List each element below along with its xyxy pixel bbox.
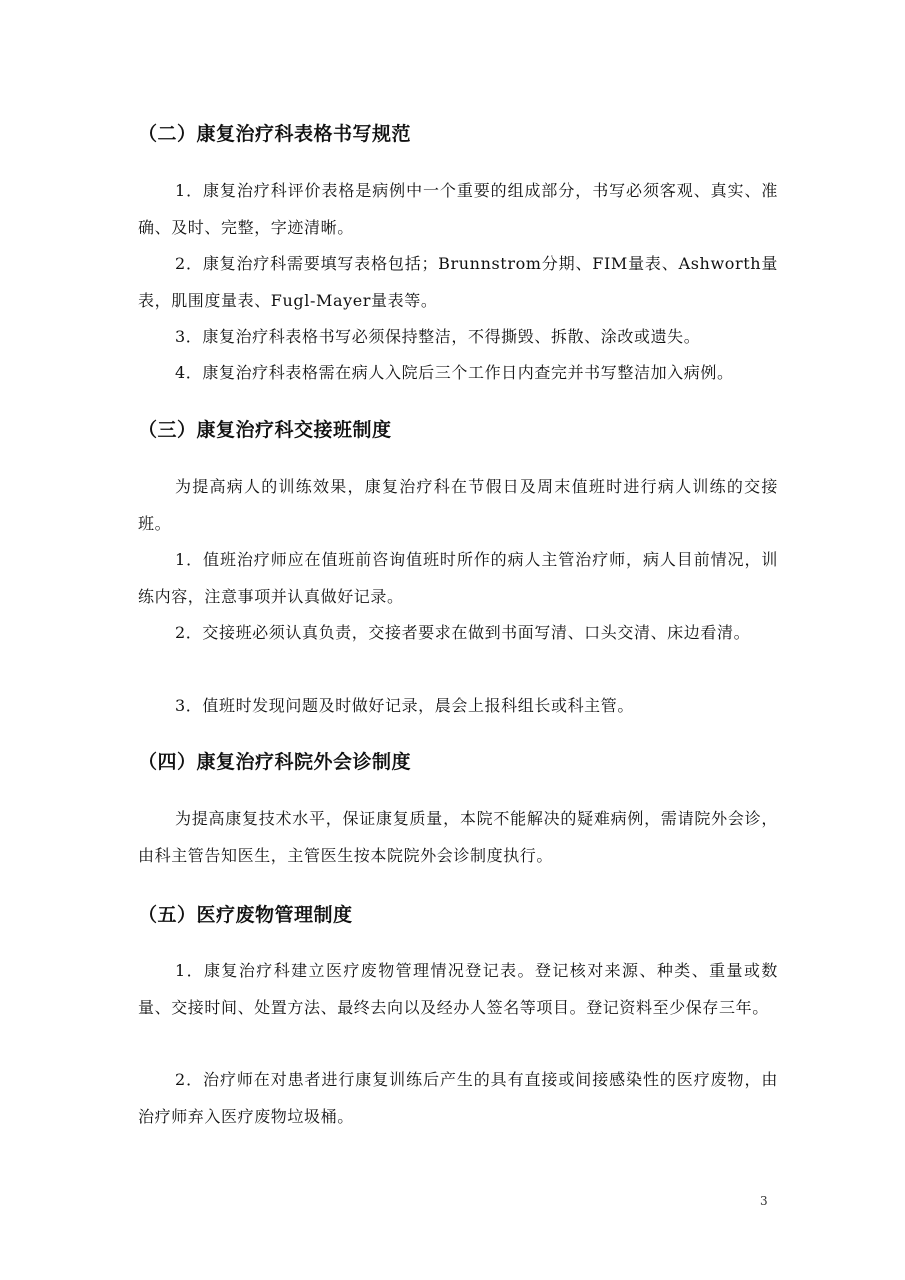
paragraph-4-1: 为提高康复技术水平，保证康复质量，本院不能解决的疑难病例，需请院外会诊，由科主管告知医生，主管医生按本院院外会诊制度执行。: [138, 809, 778, 865]
paragraph-3-4: 3．值班时发现问题及时做好记录，晨会上报科组长或科主管。: [175, 696, 634, 715]
section-heading-3: （三）康复治疗科交接班制度: [138, 419, 392, 441]
section-heading-2: （二）康复治疗科表格书写规范: [138, 123, 412, 145]
section-heading-5: （五）医疗废物管理制度: [138, 904, 353, 926]
paragraph-5-1: 1．康复治疗科建立医疗废物管理情况登记表。登记核对来源、种类、重量或数量、交接时间、处置方法、最终去向以及经办人签名等项目。登记资料至少保存三年。: [138, 961, 778, 1017]
page-number: 3: [760, 1194, 768, 1208]
paragraph-5-2: 2．治疗师在对患者进行康复训练后产生的具有直接或间接感染性的医疗废物，由治疗师弃入医疗废物垃圾桶。: [138, 1070, 778, 1126]
paragraph-2-2: 2．康复治疗科需要填写表格包括；Brunnstrom分期、FIM量表、Ashworth量表，肌围度量表、Fugl-Mayer量表等。: [138, 254, 778, 310]
paragraph-3-3: 2．交接班必须认真负责，交接者要求在做到书面写清、口头交清、床边看清。: [175, 623, 751, 642]
paragraph-3-2: 1．值班治疗师应在值班前咨询值班时所作的病人主管治疗师，病人目前情况，训练内容，注意事项并认真做好记录。: [138, 550, 778, 606]
paragraph-2-4: 4．康复治疗科表格需在病人入院后三个工作日内查完并书写整洁加入病例。: [175, 363, 734, 382]
paragraph-3-1: 为提高病人的训练效果，康复治疗科在节假日及周末值班时进行病人训练的交接班。: [138, 477, 778, 533]
paragraph-2-1: 1．康复治疗科评价表格是病例中一个重要的组成部分，书写必须客观、真实、准确、及时、完整，字迹清晰。: [138, 181, 778, 237]
section-heading-4: （四）康复治疗科院外会诊制度: [138, 751, 412, 773]
paragraph-2-3: 3．康复治疗科表格书写必须保持整洁，不得撕毁、拆散、涂改或遗失。: [175, 327, 701, 346]
